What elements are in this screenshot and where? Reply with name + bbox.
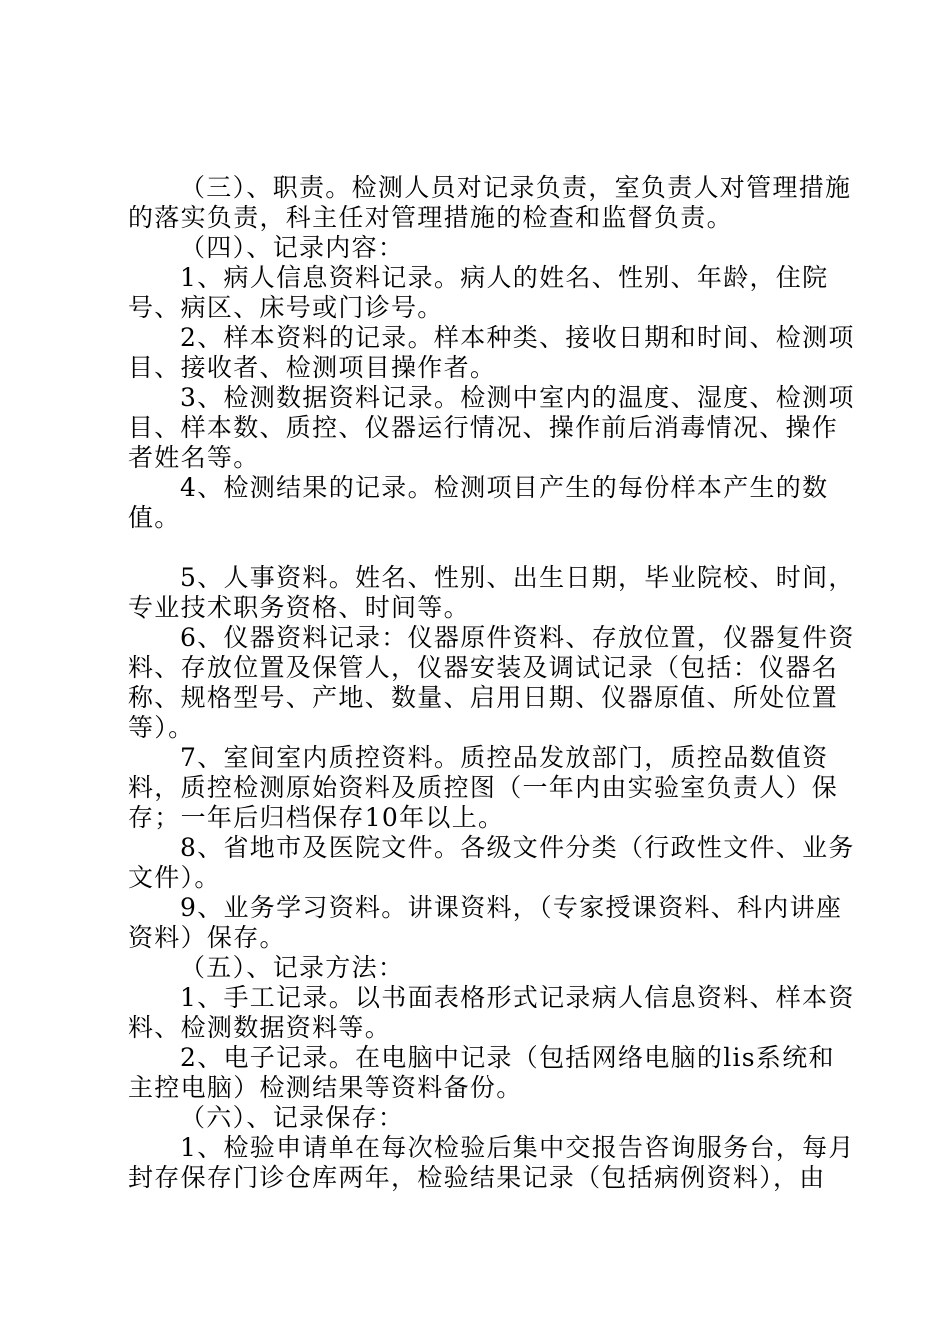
heading-record-content: （四）、记录内容： [180,233,405,262]
heading-record-storage: （六）、记录保存： [180,1103,405,1132]
paragraph-spacer [128,533,858,563]
paragraph-study-materials: 9、业务学习资料。讲课资料，（专家授课资料、科内讲座资料）保存。 [128,893,843,952]
paragraph-personnel: 5、人事资料。姓名、性别、出生日期，毕业院校、时间，专业技术职务资格、时间等。 [128,563,855,622]
paragraph-manual-record: 1、手工记录。以书面表格形式记录病人信息资料、样本资料、检测数据资料等。 [128,983,855,1042]
paragraph-patient-info: 1、病人信息资料记录。病人的姓名、性别、年龄，住院号、病区、床号或门诊号。 [128,263,829,322]
paragraph-electronic-record: 2、电子记录。在电脑中记录（包括网络电脑的lis系统和主控电脑）检测结果等资料备份。 [128,1043,835,1102]
paragraph-test-results: 4、检测结果的记录。检测项目产生的每份样本产生的数值。 [128,473,829,532]
document-body [128,173,858,1193]
heading-record-method: （五）、记录方法： [180,953,405,982]
paragraph-duties: （三）、职责。检测人员对记录负责，室负责人对管理措施的落实负责，科主任对管理措施的检查和监督负责。 [128,173,852,232]
paragraph-documents: 8、省地市及医院文件。各级文件分类（行政性文件、业务文件）。 [128,833,855,892]
paragraph-storage-rules: 1、检验申请单在每次检验后集中交报告咨询服务台，每月封存保存门诊仓库两年，检验结果记录（包括病例资料），由 [128,1133,855,1192]
paragraph-test-data: 3、检测数据资料记录。检测中室内的温度、湿度、检测项目、样本数、质控、仪器运行情况、操作前后消毒情况、操作者姓名等。 [128,383,855,472]
paragraph-quality-control: 7、室间室内质控资料。质控品发放部门，质控品数值资料，质控检测原始资料及质控图（一年内由实验室负责人）保存；一年后归档保存10年以上。 [128,743,839,832]
paragraph-instruments: 6、仪器资料记录：仪器原件资料、存放位置，仪器复件资料、存放位置及保管人，仪器安装及调试记录（包括：仪器名称、规格型号、产地、数量、启用日期、仪器原值、所处位置等）。 [128,623,855,742]
paragraph-sample-info: 2、样本资料的记录。样本种类、接收日期和时间、检测项目、接收者、检测项目操作者。 [128,323,855,382]
